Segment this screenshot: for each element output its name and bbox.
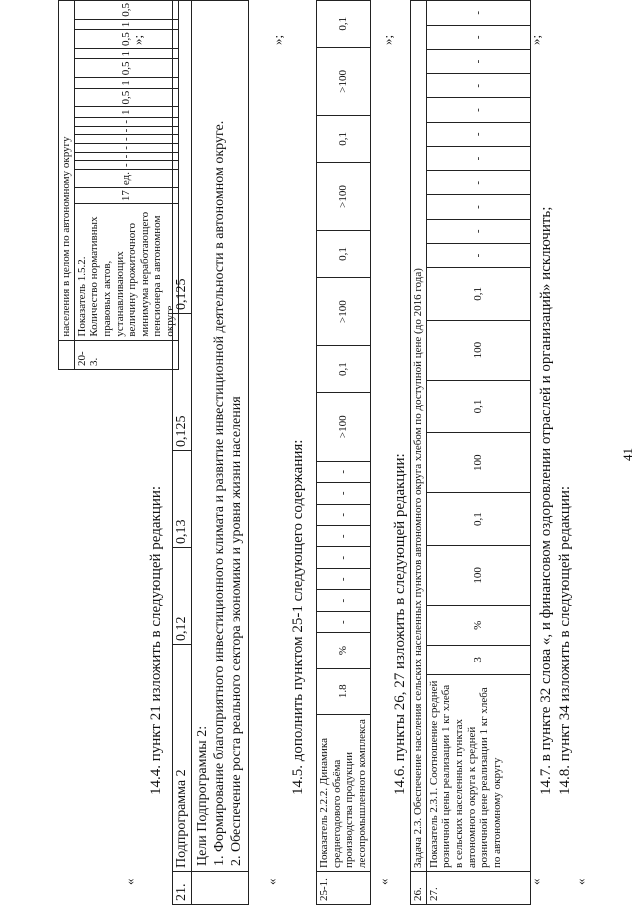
value-cell: - — [74, 152, 178, 161]
table-rows-26-27 — [410, 0, 531, 905]
quote-close: »; — [130, 34, 145, 45]
paragraph-14-7: 14.7. в пункте 32 слова «, и финансовом оздоровлении отраслей и организаций» исключить; — [538, 206, 554, 795]
table-cell — [192, 872, 249, 905]
value-cell: - — [426, 74, 530, 98]
paragraph-14-6: 14.6. пункты 26, 27 изложить в следующей редакции: — [392, 453, 408, 795]
indicator-text: Показатель 1.5.2. Количество нормативных правовых актов, устанавливающих величину прожиточного минимума неработающего пенсионера в автономном округе — [74, 204, 178, 340]
value-cell: - — [74, 126, 178, 135]
value-cell: 0,1 — [317, 346, 371, 392]
value-cell: 0,1 — [426, 268, 530, 320]
value-cell: 0,13 — [173, 451, 192, 548]
table-row-20-3 — [58, 0, 179, 370]
value-cell: 100 — [426, 433, 530, 493]
value-cell: - — [74, 144, 178, 153]
value-cell: >100 — [317, 162, 371, 231]
value-cell: - — [74, 161, 178, 170]
quote-open: « — [122, 878, 137, 885]
value-cell: - — [426, 49, 530, 73]
value-cell: - — [426, 98, 530, 122]
value-cell: 0,5 — [74, 88, 178, 107]
quote-open: « — [573, 878, 588, 885]
value-cell: 0,1 — [317, 231, 371, 277]
value-cell: 0,1 — [426, 493, 530, 545]
value-cell: 0,5 — [74, 59, 178, 78]
quote-close: »; — [270, 34, 285, 45]
value-cell: 0,1 — [317, 116, 371, 162]
unit: % — [426, 606, 530, 646]
goal-2: 2. Обеспечение роста реального сектора экономики и уровня жизни населения — [228, 396, 244, 866]
indicator-code: 17 — [74, 188, 178, 204]
table-row-25-1 — [316, 0, 371, 905]
indicator-text: Показатель 2.2.2. Динамика среднегодового объёма производства продукции лесопромышленного комплекса — [317, 715, 371, 872]
value-cell: - — [426, 171, 530, 195]
value-cell: - — [317, 590, 371, 611]
value-cell: - — [317, 483, 371, 504]
unit: % — [317, 633, 371, 668]
value-cell: 100 — [426, 545, 530, 605]
value-cell: - — [317, 526, 371, 547]
paragraph-14-5: 14.5. дополнить пунктом 25-1 следующего содержания: — [290, 439, 306, 795]
table-row-21 — [172, 0, 249, 905]
value-cell: - — [426, 146, 530, 170]
quote-open: « — [264, 878, 279, 885]
quote-close: »; — [380, 34, 395, 45]
row-number: 27. — [426, 872, 530, 905]
value-cell: - — [426, 122, 530, 146]
goals-title: Цели Подпрограммы 2: — [195, 725, 211, 866]
value-cell: 1 — [74, 49, 178, 60]
row-number: 20-3. — [74, 340, 178, 369]
quote-close: »; — [528, 34, 543, 45]
value-cell: 0,1 — [426, 380, 530, 432]
paragraph-14-4: 14.4. пункт 21 изложить в следующей редакции: — [148, 485, 164, 795]
quote-open: « — [528, 878, 543, 885]
value-cell: 0,5 — [74, 1, 178, 20]
value-cell: - — [74, 135, 178, 144]
row-number: 26. — [411, 872, 427, 905]
value-cell: - — [317, 461, 371, 482]
value-cell: >100 — [317, 392, 371, 461]
value-cell: 0,12 — [173, 548, 192, 645]
indicator-code: 1.8 — [317, 668, 371, 714]
unit: ед. — [74, 170, 178, 188]
value-cell: 100 — [426, 320, 530, 380]
value-cell: - — [426, 1, 530, 26]
value-cell: 0,125 — [173, 1, 192, 314]
value-cell: 0,1 — [317, 1, 371, 48]
indicator-text: Показатель 2.3.1. Соотношение средней розничной цены реализации 1 кг хлеба в сельских населенных пунктах автономного округа к средней розничной цене реализации 1 кг хлеба по автономному округу — [426, 675, 530, 872]
value-cell: - — [426, 243, 530, 267]
value-cell: - — [426, 219, 530, 243]
row-number: 25-1. — [317, 872, 371, 905]
value-cell: - — [426, 25, 530, 49]
table-cell: населения в целом по автономному округу — [59, 1, 75, 341]
value-cell: 0,125 — [173, 314, 192, 451]
task-title: Задача 2.3. Обеспечение населения сельских населенных пунктов автономного округа хлебом по доступной цене (до 2016 года) — [411, 1, 427, 872]
value-cell: - — [317, 504, 371, 525]
row-number: 21. — [173, 872, 192, 905]
table-cell — [59, 340, 75, 369]
paragraph-14-8: 14.8. пункт 34 изложить в следующей редакции: — [557, 485, 573, 795]
value-cell: - — [74, 118, 178, 127]
value-cell: >100 — [317, 277, 371, 346]
value-cell: - — [317, 568, 371, 589]
goal-1: 1. Формирование благоприятного инвестиционного климата и развитие инвестиционной деятельности в автономном округе. — [211, 120, 227, 866]
subprogram-title: Подпрограмма 2 — [173, 645, 192, 872]
value-cell: 1 — [74, 19, 178, 30]
page-number: 41 — [620, 448, 635, 461]
value-cell: >100 — [317, 47, 371, 116]
value-cell: - — [317, 611, 371, 632]
value-cell: 1 — [74, 78, 178, 89]
quote-open: « — [376, 878, 391, 885]
goals-cell — [192, 1, 249, 872]
value-cell: - — [426, 195, 530, 219]
value-cell: - — [317, 547, 371, 568]
value-cell: 1 — [74, 107, 178, 118]
value-cell: 0,5 — [74, 30, 178, 49]
indicator-code: 3 — [426, 645, 530, 674]
